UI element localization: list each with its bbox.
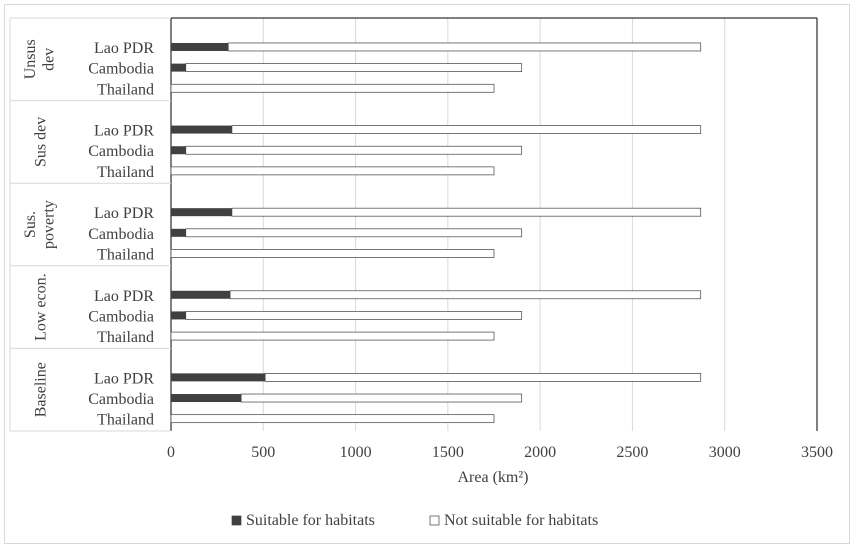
x-tick-label: 2500	[616, 444, 649, 461]
x-axis-title: Area (km²)	[457, 469, 529, 486]
legend-not-suitable-label: Not suitable for habitats	[444, 512, 599, 529]
group-label-line: Baseline	[32, 362, 50, 418]
category-label: Thailand	[97, 411, 154, 429]
bar-not-suitable	[171, 167, 494, 175]
bar-suitable	[171, 43, 228, 51]
bar-not-suitable	[265, 373, 701, 381]
bar-suitable	[171, 311, 186, 319]
bars	[171, 43, 701, 423]
bar-not-suitable	[230, 291, 701, 299]
bar-not-suitable	[186, 311, 522, 319]
category-label: Thailand	[97, 246, 154, 264]
bar-not-suitable	[232, 126, 701, 134]
x-tick-label: 3000	[708, 444, 741, 461]
group-label	[22, 39, 57, 79]
category-label: Lao PDR	[94, 370, 154, 388]
bar-suitable	[171, 394, 241, 402]
group-label-line: Sus dev	[32, 116, 50, 168]
group-label-line: dev	[40, 47, 58, 71]
category-label: Thailand	[97, 329, 154, 347]
bar-not-suitable	[228, 43, 701, 51]
group-label-line: Unsus	[22, 39, 40, 80]
group-label-line: Low econ.	[32, 273, 50, 341]
bar-suitable	[171, 291, 230, 299]
group-labels	[22, 39, 57, 417]
bar-suitable	[171, 208, 232, 216]
category-label: Lao PDR	[94, 39, 154, 57]
group-label-line: poverty	[40, 200, 58, 249]
bar-not-suitable	[232, 208, 701, 216]
bar-not-suitable	[171, 249, 494, 257]
legend-suitable-swatch	[232, 516, 241, 525]
bar-suitable	[171, 64, 186, 72]
bar-not-suitable	[186, 146, 522, 154]
group-label	[33, 117, 50, 167]
category-label: Thailand	[97, 81, 154, 99]
category-label: Cambodia	[88, 225, 154, 243]
x-tick-label: 1500	[431, 444, 464, 461]
category-label: Thailand	[97, 163, 154, 181]
category-label: Lao PDR	[94, 122, 154, 140]
x-tick-label: 1000	[339, 444, 372, 461]
legend-not-suitable-swatch	[430, 516, 439, 525]
bar-suitable	[171, 229, 186, 237]
category-label: Cambodia	[88, 391, 154, 409]
category-labels	[88, 40, 154, 429]
legend	[232, 512, 598, 529]
bar-not-suitable	[186, 229, 522, 237]
bar-not-suitable	[171, 84, 494, 92]
x-tick-label: 500	[251, 444, 276, 461]
bar-suitable	[171, 146, 186, 154]
category-label: Cambodia	[88, 143, 154, 161]
x-tick-label: 3500	[801, 444, 833, 461]
group-label	[33, 362, 50, 417]
group-label	[22, 200, 57, 249]
group-label-line: Sus.	[22, 210, 40, 239]
x-tick-label: 2000	[524, 444, 557, 461]
category-label: Cambodia	[88, 60, 154, 78]
bar-not-suitable	[171, 415, 494, 423]
bar-suitable	[171, 126, 232, 134]
bar-not-suitable	[241, 394, 522, 402]
gridlines	[171, 18, 817, 431]
x-tick-label: 0	[167, 444, 175, 461]
group-label	[33, 273, 50, 341]
bar-not-suitable	[171, 332, 494, 340]
category-label: Cambodia	[88, 308, 154, 326]
category-label: Lao PDR	[94, 205, 154, 223]
bar-not-suitable	[186, 64, 522, 72]
x-tick-labels	[167, 444, 833, 461]
bar-suitable	[171, 373, 265, 381]
legend-suitable-label: Suitable for habitats	[246, 512, 375, 529]
category-label: Lao PDR	[94, 287, 154, 305]
